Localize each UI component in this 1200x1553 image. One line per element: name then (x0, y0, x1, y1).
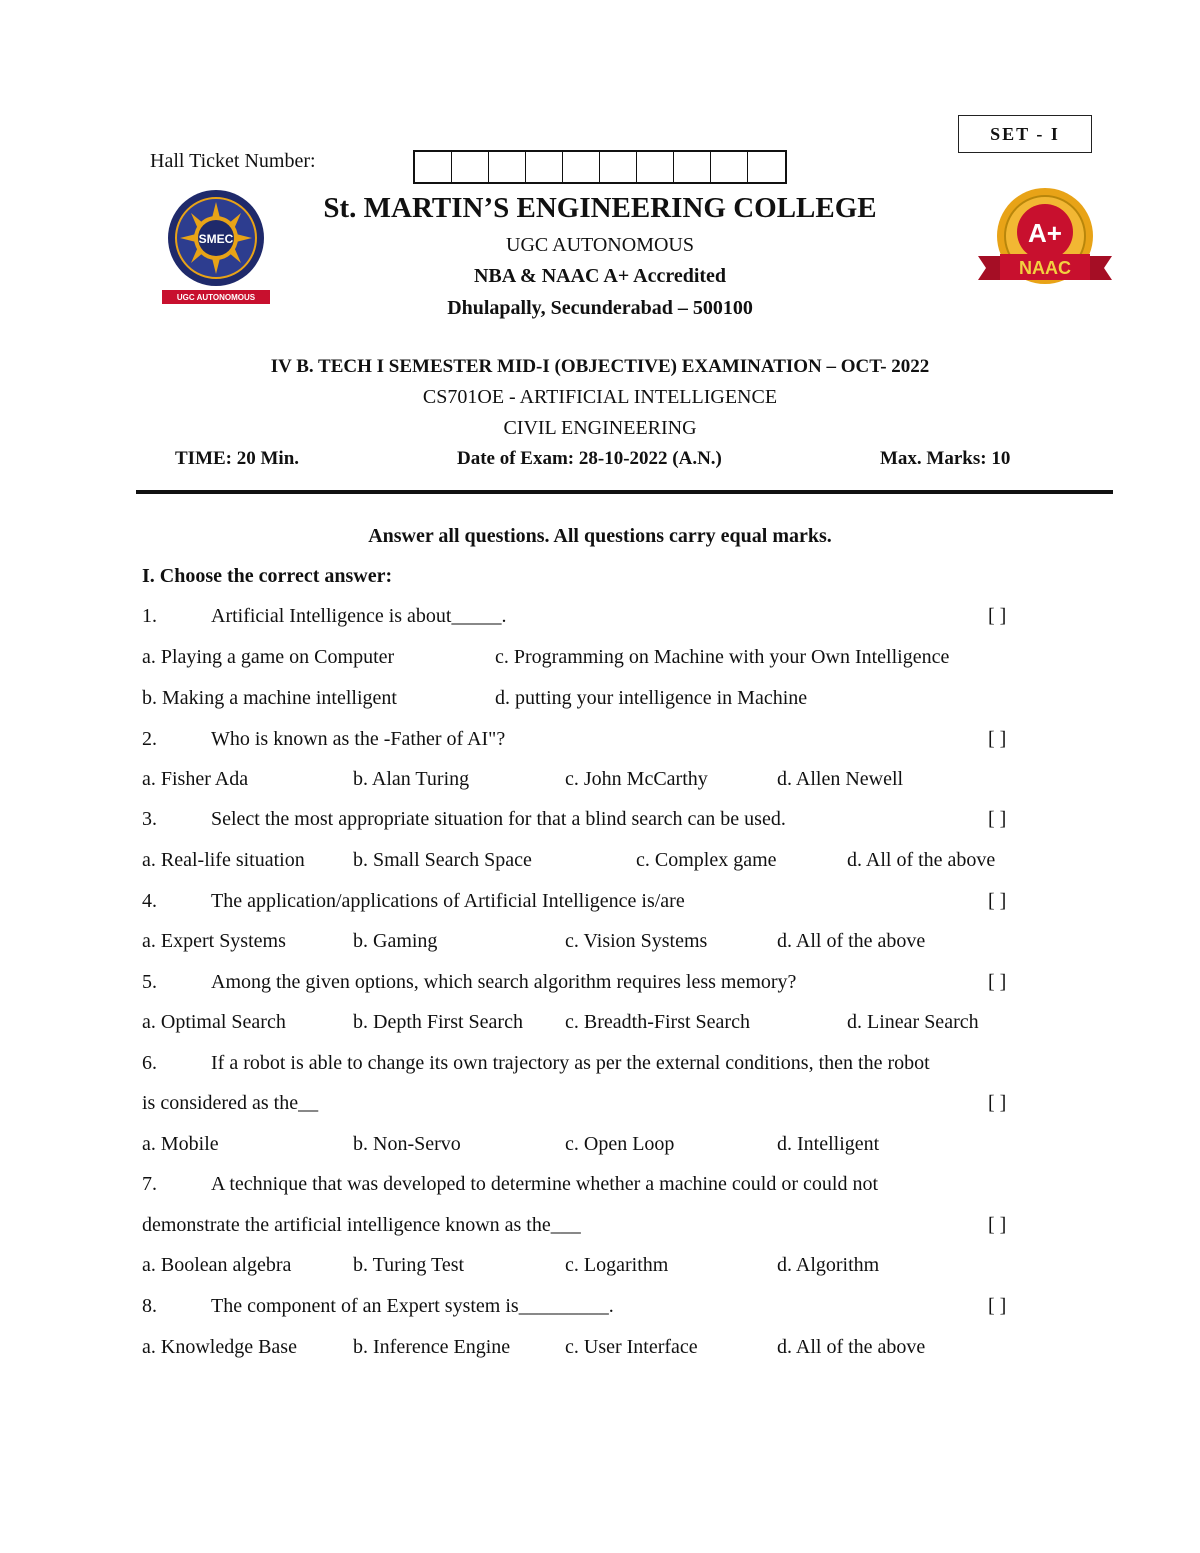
option-b: b. Gaming (353, 930, 438, 952)
branch-title: CIVIL ENGINEERING (503, 417, 697, 439)
option-c: c. Breadth-First Search (565, 1011, 750, 1033)
question-text: Select the most appropriate situation for that a blind search can be used. (211, 808, 786, 830)
svg-text:SMEC: SMEC (198, 232, 234, 246)
answer-bracket[interactable]: [ ] (988, 971, 1007, 993)
question-7 (0, 1173, 1200, 1203)
option-c: c. User Interface (565, 1336, 698, 1358)
option-d: d. All of the above (847, 849, 996, 871)
answer-bracket[interactable]: [ ] (988, 808, 1007, 830)
answer-bracket[interactable]: [ ] (988, 890, 1007, 912)
option-d: d. All of the above (777, 1336, 926, 1358)
answer-bracket[interactable]: [ ] (988, 1092, 1007, 1114)
option-c: c. John McCarthy (565, 768, 708, 790)
hall-ticket-input[interactable] (413, 150, 787, 184)
question-text: If a robot is able to change its own trajectory as per the external conditions, then the robot (211, 1052, 930, 1074)
question-1 (0, 605, 1200, 635)
question-text: Who is known as the -Father of AI"? (211, 728, 506, 750)
set-label: SET - I (958, 115, 1092, 153)
answer-bracket[interactable]: [ ] (988, 1214, 1007, 1236)
question-text: The application/applications of Artificial Intelligence is/are (211, 890, 685, 912)
question-text: Among the given options, which search algorithm requires less memory? (211, 971, 797, 993)
option-b: b. Depth First Search (353, 1011, 523, 1033)
option-b: b. Small Search Space (353, 849, 532, 871)
question-text: A technique that was developed to determine whether a machine could or could not (211, 1173, 879, 1195)
answer-bracket[interactable]: [ ] (988, 728, 1007, 750)
option-d: d. Linear Search (847, 1011, 979, 1033)
option-c: c. Vision Systems (565, 930, 708, 952)
question-number: 2. (142, 728, 157, 750)
option-c: c. Complex game (636, 849, 777, 871)
option-d: d. putting your intelligence in Machine (495, 687, 808, 709)
option-c: c. Programming on Machine with your Own Intelligence (495, 646, 950, 668)
question-2 (0, 728, 1200, 758)
college-name: St. MARTIN’S ENGINEERING COLLEGE (323, 192, 877, 224)
option-b: b. Turing Test (353, 1254, 465, 1276)
question-6 (0, 1052, 1200, 1082)
question-number: 6. (142, 1052, 157, 1074)
option-a: a. Knowledge Base (142, 1336, 297, 1358)
question-number: 3. (142, 808, 157, 830)
question-text-continuation: demonstrate the artificial intelligence known as the___ (142, 1214, 581, 1236)
question-number: 7. (142, 1173, 157, 1195)
option-c: c. Open Loop (565, 1133, 675, 1155)
question-number: 4. (142, 890, 157, 912)
max-marks: Max. Marks: 10 (880, 448, 1011, 469)
question-4 (0, 890, 1200, 920)
exam-time: TIME: 20 Min. (175, 448, 300, 469)
question-8 (0, 1295, 1200, 1325)
question-number: 1. (142, 605, 157, 627)
svg-text:NAAC: NAAC (1019, 258, 1071, 278)
exam-title: IV B. TECH I SEMESTER MID-I (OBJECTIVE) EXAMINATION – OCT- 2022 (270, 356, 930, 377)
question-text-continuation: is considered as the__ (142, 1092, 319, 1114)
subject-title: CS701OE - ARTIFICIAL INTELLIGENCE (422, 386, 778, 408)
option-a: a. Mobile (142, 1133, 219, 1155)
instructions: Answer all questions. All questions carry equal marks. (368, 525, 832, 547)
exam-date: Date of Exam: 28-10-2022 (A.N.) (457, 448, 722, 469)
option-a: a. Expert Systems (142, 930, 286, 952)
option-d: d. All of the above (777, 930, 926, 952)
option-d: d. Intelligent (777, 1133, 880, 1155)
option-c: c. Logarithm (565, 1254, 669, 1276)
option-b: b. Alan Turing (353, 768, 470, 790)
answer-bracket[interactable]: [ ] (988, 605, 1007, 627)
answer-bracket[interactable]: [ ] (988, 1295, 1007, 1317)
accreditation: NBA & NAAC A+ Accredited (473, 265, 727, 287)
option-a: a. Real-life situation (142, 849, 305, 871)
question-6-continuation (0, 1092, 1200, 1122)
hall-ticket-label: Hall Ticket Number: (150, 150, 316, 172)
option-a: a. Fisher Ada (142, 768, 249, 790)
question-text: Artificial Intelligence is about_____. (211, 605, 507, 627)
question-number: 8. (142, 1295, 157, 1317)
option-b: b. Making a machine intelligent (142, 687, 397, 709)
question-text: The component of an Expert system is_________. (211, 1295, 614, 1317)
option-d: d. Allen Newell (777, 768, 904, 790)
college-address: Dhulapally, Secunderabad – 500100 (447, 297, 753, 319)
question-7-continuation (0, 1214, 1200, 1244)
option-a: a. Boolean algebra (142, 1254, 292, 1276)
question-3 (0, 808, 1200, 838)
autonomous-status: UGC AUTONOMOUS (506, 234, 694, 256)
option-a: a. Playing a game on Computer (142, 646, 395, 668)
option-d: d. Algorithm (777, 1254, 880, 1276)
option-a: a. Optimal Search (142, 1011, 286, 1033)
question-number: 5. (142, 971, 157, 993)
svg-text:A+: A+ (1028, 218, 1062, 248)
option-b: b. Non-Servo (353, 1133, 461, 1155)
section-title: I. Choose the correct answer: (142, 565, 393, 587)
svg-text:UGC AUTONOMOUS: UGC AUTONOMOUS (176, 293, 256, 302)
option-b: b. Inference Engine (353, 1336, 511, 1358)
question-5 (0, 971, 1200, 1001)
header-divider (136, 490, 1113, 494)
